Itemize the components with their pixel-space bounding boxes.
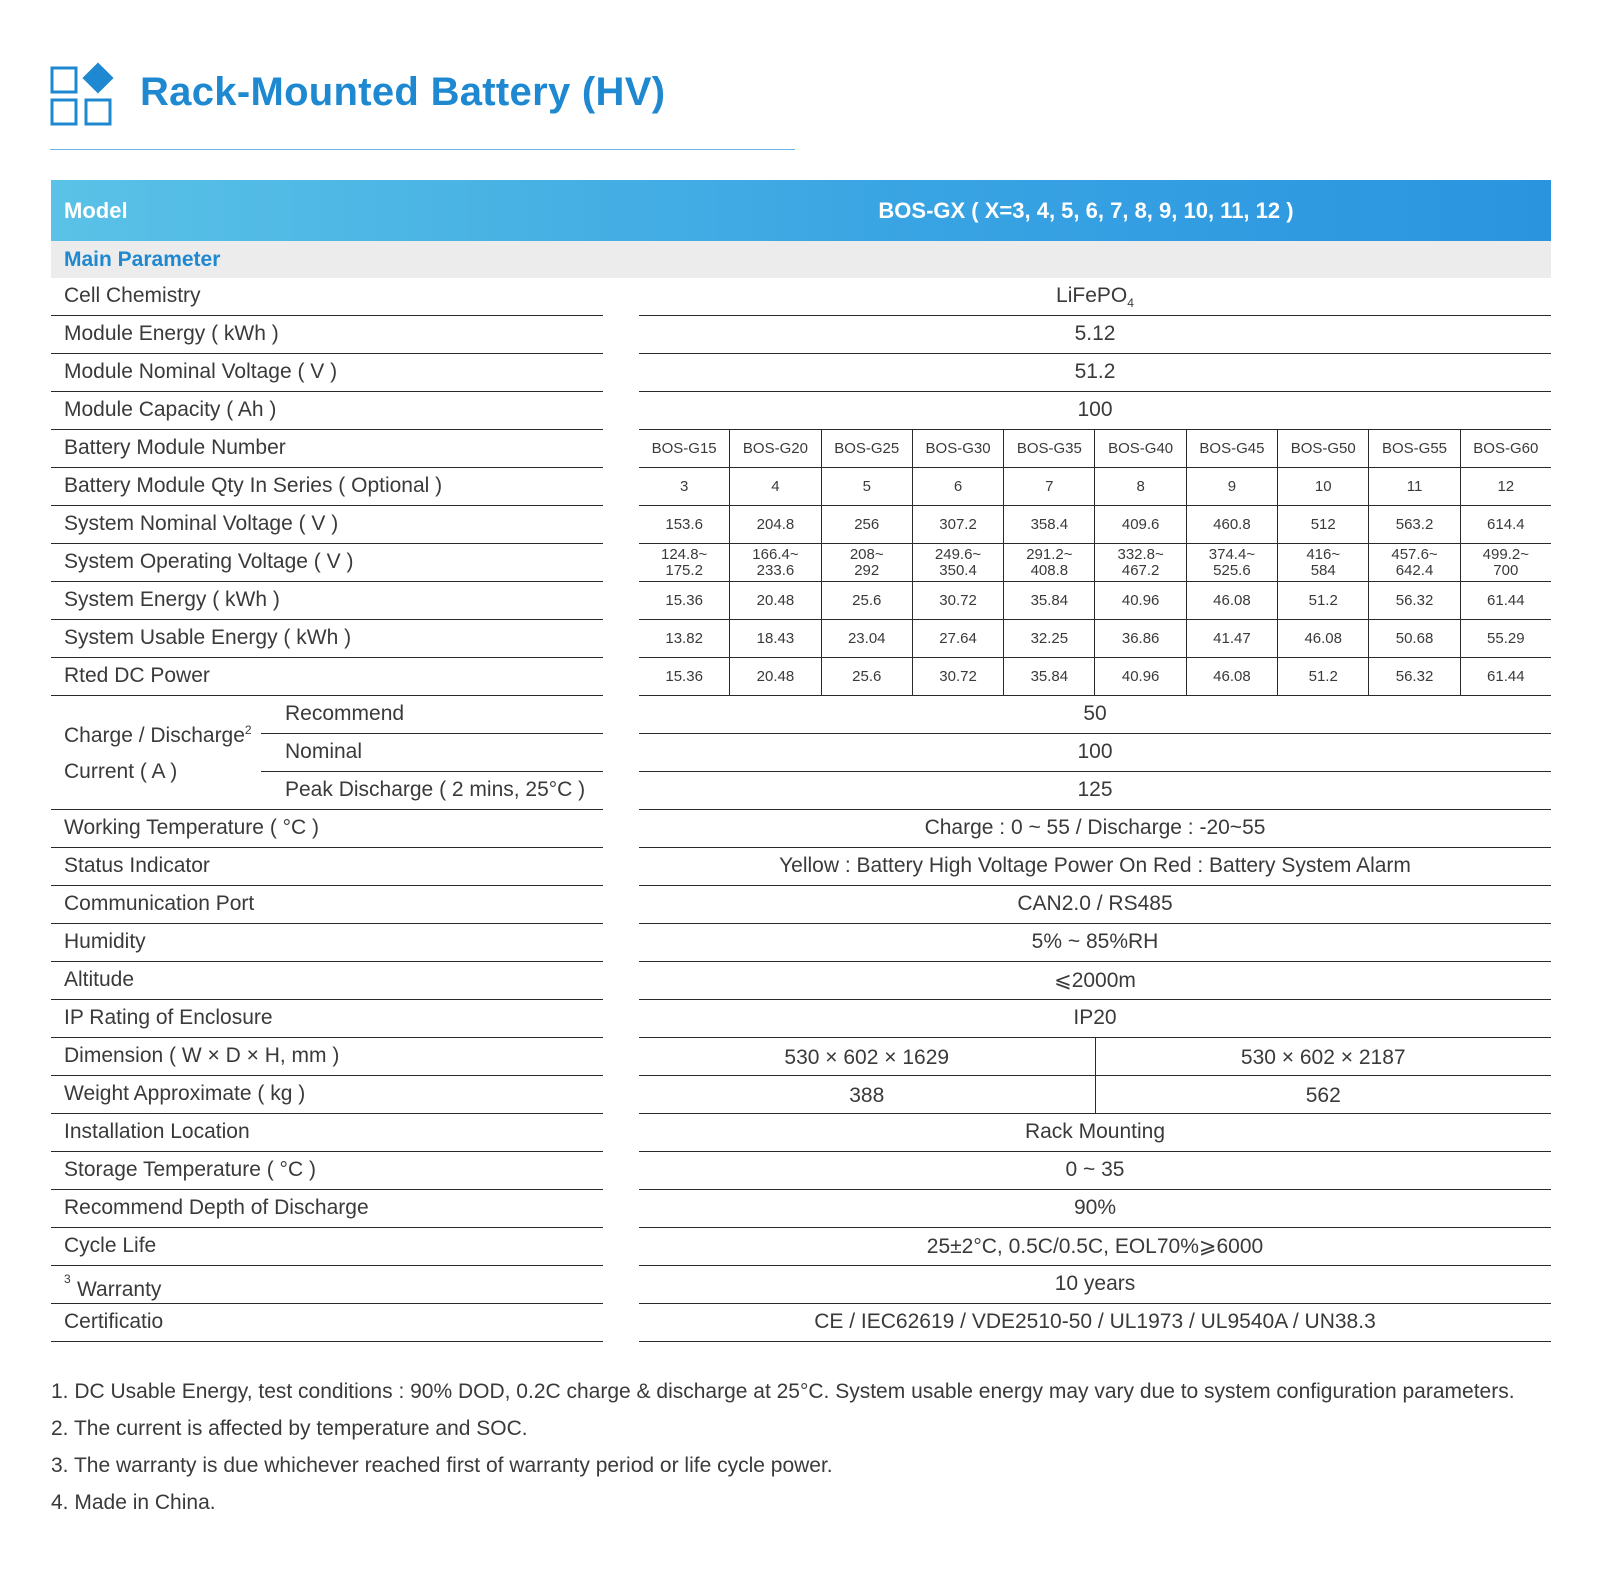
current-label-line2: Current ( A ): [64, 760, 178, 783]
label-text: Module Energy ( kWh ): [64, 322, 279, 345]
table-cell: 388: [639, 1076, 1096, 1113]
row-cells-weight: [639, 1076, 1551, 1114]
value-text: 50: [1083, 702, 1107, 725]
row-value-module-capacity: [639, 392, 1551, 430]
row-label-ip-rating: IP Rating of Enclosure: [51, 1000, 603, 1038]
table-cell: 6: [913, 468, 1004, 505]
section-title: Main Parameter: [64, 248, 221, 271]
label-text: Battery Module Number: [64, 436, 286, 459]
model-banner: [51, 180, 1551, 241]
row-label-humidity: Humidity: [51, 924, 603, 962]
table-cell: 15.36: [639, 658, 730, 695]
row-cells-sys-energy: [639, 582, 1551, 620]
table-cell: 12: [1497, 477, 1515, 495]
row-cells-qty-series: [639, 468, 1551, 506]
table-cell: 249.6~ 350.4: [913, 544, 1004, 581]
row-label-communication: Communication Port: [51, 886, 603, 924]
table-cell: 374.4~ 525.6: [1187, 544, 1278, 581]
table-cell: 8: [1095, 468, 1186, 505]
label-text: Module Capacity ( Ah ): [64, 398, 277, 421]
table-cell: 10: [1278, 468, 1369, 505]
table-cell: BOS-G15: [639, 430, 730, 467]
model-label: Model: [64, 198, 128, 223]
table-cell: BOS-G50: [1278, 430, 1369, 467]
row-label-status-indicator: Status Indicator: [51, 848, 603, 886]
value-text: 100: [1077, 740, 1113, 763]
label-text: System Nominal Voltage ( V ): [64, 512, 339, 535]
table-cell: 3: [639, 468, 730, 505]
title-divider: [50, 149, 795, 150]
footnote-3: 3. The warranty is due whichever reached first of warranty period or life cycle power.: [51, 1454, 833, 1477]
table-cell: 512: [1278, 506, 1369, 543]
row-value-warranty: 10 years: [639, 1266, 1551, 1304]
row-value-cell-chemistry: [639, 278, 1551, 316]
table-cell: BOS-G25: [822, 430, 913, 467]
row-value-current-recommend: [639, 696, 1551, 734]
table-cell: 7: [1004, 468, 1095, 505]
row-value-certification: CE / IEC62619 / VDE2510-50 / UL1973 / UL9540A / UN38.3: [639, 1304, 1551, 1342]
table-cell: 5: [822, 468, 913, 505]
row-value-module-energy: [639, 316, 1551, 354]
table-cell: BOS-G35: [1004, 430, 1095, 467]
table-cell: 11: [1369, 468, 1460, 505]
row-value-humidity: 5% ~ 85%RH: [639, 924, 1551, 962]
table-cell: 23.04: [822, 620, 913, 657]
table-cell: 55.29: [1487, 629, 1525, 647]
table-cell: 563.2: [1369, 506, 1460, 543]
table-cell: 457.6~ 642.4: [1369, 544, 1460, 581]
row-cells-module-number: [639, 430, 1551, 468]
table-cell: 46.08: [1187, 582, 1278, 619]
row-value-ip-rating: IP20: [639, 1000, 1551, 1038]
row-value-depth-discharge: 90%: [639, 1190, 1551, 1228]
row-label-altitude: Altitude: [51, 962, 603, 1000]
label-text: System Operating Voltage ( V ): [64, 550, 354, 573]
section-header: [51, 241, 1551, 278]
table-cell: 36.86: [1095, 620, 1186, 657]
row-label-module-voltage: [51, 354, 603, 392]
row-value-current-nominal: [639, 734, 1551, 772]
table-cell: BOS-G20: [730, 430, 821, 467]
table-cell: 20.48: [730, 658, 821, 695]
page-title: Rack-Mounted Battery (HV): [140, 70, 666, 114]
table-cell: 332.8~ 467.2: [1095, 544, 1186, 581]
row-label-qty-series: [51, 468, 603, 506]
row-cells-dimension: [639, 1038, 1551, 1076]
current-label-line1: Charge / Discharge$^2$: [64, 723, 252, 747]
model-value: BOS-GX ( X=3, 4, 5, 6, 7, 8, 9, 10, 11, 12 ): [878, 198, 1294, 223]
row-label-weight: Weight Approximate ( kg ): [51, 1076, 603, 1114]
value-text: 100: [1077, 398, 1113, 421]
table-cell: 166.4~ 233.6: [730, 544, 821, 581]
table-cell: 30.72: [913, 658, 1004, 695]
table-cell: BOS-G30: [913, 430, 1004, 467]
label-text: Battery Module Qty In Series ( Optional ): [64, 474, 443, 497]
table-cell: 256: [822, 506, 913, 543]
value-text: 51.2: [1074, 360, 1116, 383]
row-label-installation: Installation Location: [51, 1114, 603, 1152]
row-cells-sys-usable: [639, 620, 1551, 658]
table-cell: 562: [1305, 1083, 1341, 1107]
value-text: 5.12: [1074, 322, 1116, 345]
table-cell: 13.82: [639, 620, 730, 657]
row-cells-dc-power: [639, 658, 1551, 696]
table-cell: BOS-G40: [1095, 430, 1186, 467]
table-cell: 358.4: [1004, 506, 1095, 543]
table-cell: 51.2: [1278, 582, 1369, 619]
row-label-dc-power: [51, 658, 603, 696]
row-label-storage-temp: Storage Temperature ( °C ): [51, 1152, 603, 1190]
row-label-cell-chemistry: [51, 278, 603, 316]
current-group: [51, 696, 603, 810]
table-cell: 291.2~ 408.8: [1004, 544, 1095, 581]
row-value-current-peak: [639, 772, 1551, 810]
current-nominal-label: Nominal: [261, 734, 603, 772]
row-value-working-temp: Charge : 0 ~ 55 / Discharge : -20~55: [639, 810, 1551, 848]
table-cell: 153.6: [639, 506, 730, 543]
table-cell: 35.84: [1004, 658, 1095, 695]
table-cell: 41.47: [1187, 620, 1278, 657]
table-cell: 46.08: [1187, 658, 1278, 695]
footnote-4: 4. Made in China.: [51, 1491, 216, 1514]
row-label-sys-usable: [51, 620, 603, 658]
table-cell: 18.43: [730, 620, 821, 657]
value-text: LiFePO: [1056, 284, 1128, 307]
current-recommend-label: Recommend: [261, 696, 603, 734]
label-text: Rted DC Power: [64, 664, 210, 687]
table-cell: 46.08: [1278, 620, 1369, 657]
table-cell: BOS-G45: [1187, 430, 1278, 467]
table-cell: 530 × 602 × 2187: [1240, 1045, 1406, 1069]
row-label-dimension: Dimension ( W × D × H, mm ): [51, 1038, 603, 1076]
table-cell: 40.96: [1095, 658, 1186, 695]
footnote-2: 2. The current is affected by temperature and SOC.: [51, 1417, 528, 1440]
label-text: Module Nominal Voltage ( V ): [64, 360, 338, 383]
subscript: 4: [1127, 296, 1134, 311]
row-label-depth-discharge: Recommend Depth of Discharge: [51, 1190, 603, 1228]
table-cell: 61.44: [1487, 591, 1525, 609]
table-cell: 4: [730, 468, 821, 505]
row-label-working-temp: Working Temperature ( °C ): [51, 810, 603, 848]
table-cell: BOS-G60: [1473, 439, 1539, 457]
table-cell: 499.2~ 700: [1482, 545, 1529, 579]
table-cell: 204.8: [730, 506, 821, 543]
table-cell: 50.68: [1369, 620, 1460, 657]
current-peak-label: Peak Discharge ( 2 mins, 25°C ): [285, 778, 586, 801]
table-cell: 124.8~ 175.2: [639, 544, 730, 581]
label-text: Cell Chemistry: [64, 284, 201, 307]
table-cell: 56.32: [1369, 658, 1460, 695]
table-cell: 56.32: [1369, 582, 1460, 619]
label-text: System Energy ( kWh ): [64, 588, 280, 611]
table-cell: BOS-G55: [1369, 430, 1460, 467]
table-cell: 460.8: [1187, 506, 1278, 543]
footnote-1: 1. DC Usable Energy, test conditions : 90% DOD, 0.2C charge & discharge at 25°C. System usable energy may vary due to system configuration parameters.: [51, 1380, 1515, 1403]
table-cell: 208~ 292: [822, 544, 913, 581]
row-label-sys-voltage: [51, 506, 603, 544]
row-cells-sys-op-voltage: [639, 544, 1551, 582]
row-label-sys-op-voltage: [51, 544, 603, 582]
table-cell: 61.44: [1487, 667, 1525, 685]
row-cells-sys-voltage: [639, 506, 1551, 544]
logo-icon: [50, 62, 116, 128]
table-cell: 15.36: [639, 582, 730, 619]
table-cell: 32.25: [1004, 620, 1095, 657]
row-value-communication: CAN2.0 / RS485: [639, 886, 1551, 924]
table-cell: 307.2: [913, 506, 1004, 543]
table-cell: 51.2: [1278, 658, 1369, 695]
row-label-module-number: [51, 430, 603, 468]
row-label-sys-energy: [51, 582, 603, 620]
label-text: System Usable Energy ( kWh ): [64, 626, 352, 649]
row-label-module-energy: [51, 316, 603, 354]
table-cell: 25.6: [822, 658, 913, 695]
row-value-storage-temp: 0 ~ 35: [639, 1152, 1551, 1190]
row-label-certification: Certificatio: [51, 1304, 603, 1342]
row-value-module-voltage: [639, 354, 1551, 392]
row-value-cycle-life: 25±2°C, 0.5C/0.5C, EOL70%⩾6000: [639, 1228, 1551, 1266]
row-value-installation: Rack Mounting: [639, 1114, 1551, 1152]
row-label-warranty: Warranty $^3$: [51, 1266, 603, 1304]
table-cell: 20.48: [730, 582, 821, 619]
row-value-altitude: ⩽2000m: [639, 962, 1551, 1000]
table-cell: 409.6: [1095, 506, 1186, 543]
row-label-module-capacity: [51, 392, 603, 430]
row-label-cycle-life: Cycle Life: [51, 1228, 603, 1266]
table-cell: 25.6: [822, 582, 913, 619]
row-value-status-indicator: Yellow : Battery High Voltage Power On Red : Battery System Alarm: [639, 848, 1551, 886]
table-cell: 9: [1187, 468, 1278, 505]
table-cell: 35.84: [1004, 582, 1095, 619]
table-cell: 27.64: [913, 620, 1004, 657]
table-cell: 30.72: [913, 582, 1004, 619]
table-cell: 530 × 602 × 1629: [639, 1038, 1096, 1075]
table-cell: 614.4: [1487, 515, 1525, 533]
table-cell: 40.96: [1095, 582, 1186, 619]
table-cell: 416~ 584: [1278, 544, 1369, 581]
value-text: 125: [1077, 778, 1113, 801]
